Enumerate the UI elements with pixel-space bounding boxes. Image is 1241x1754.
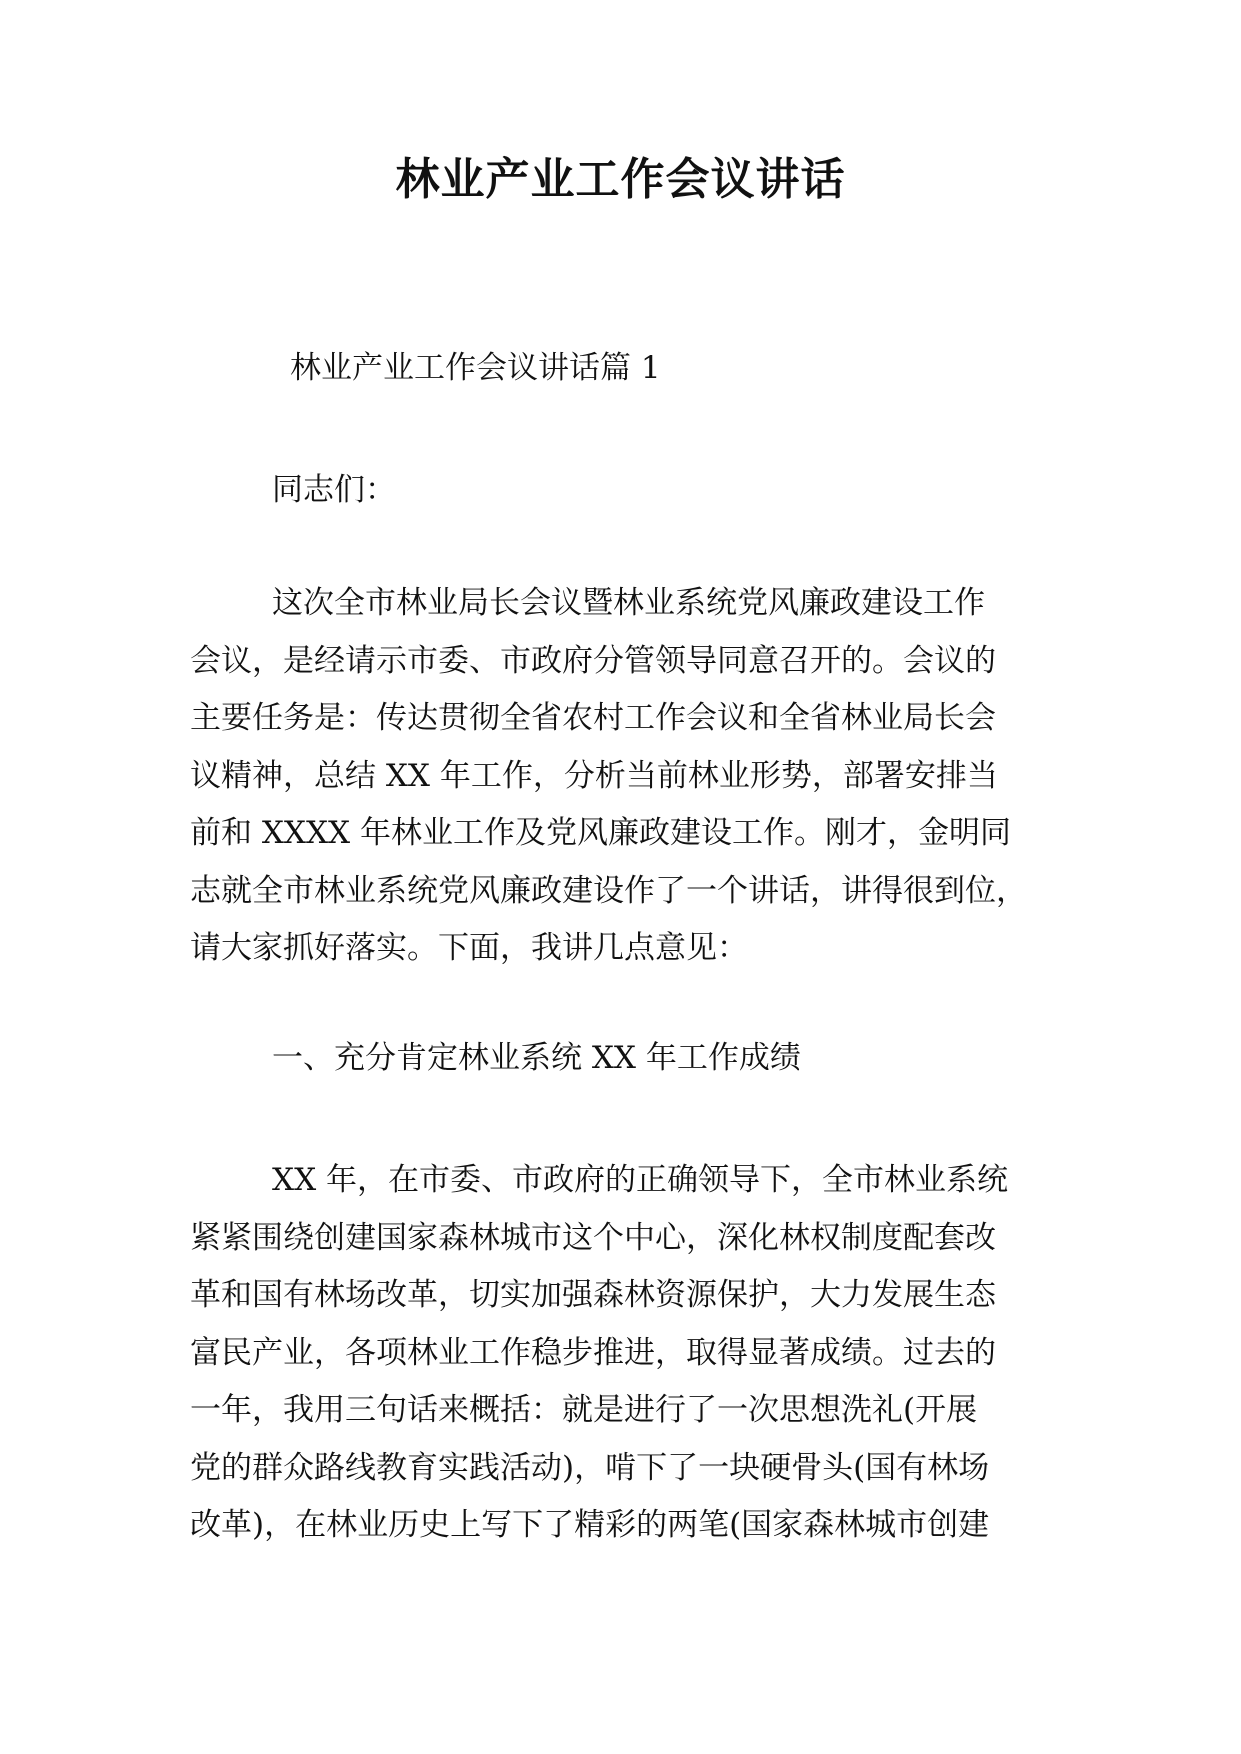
paragraph-line: 富民产业，各项林业工作稳步推进，取得显著成绩。过去的 [190,1334,996,1371]
paragraph-line: 一年，我用三句话来概括：就是进行了一次思想洗礼(开展 [190,1392,978,1428]
paragraph-line: 改革)，在林业历史上写下了精彩的两笔(国家森林城市创建 [190,1507,990,1543]
subtitle-text: 林业产业工作会议讲话篇 1 [290,350,661,386]
greeting-text: 同志们： [272,472,396,508]
paragraph-line: 志就全市林业系统党风廉政建设作了一个讲话，讲得很到位， [190,872,1027,909]
document-title: 林业产业工作会议讲话 [395,154,846,205]
section-heading-1 [272,1030,1132,1088]
paragraph-line: XX 年，在市委、市政府的正确领导下，全市林业系统 [272,1162,1008,1198]
paragraph-line: 这次全市林业局长会议暨林业系统党风廉政建设工作 [272,585,985,621]
paragraph-line: 会议，是经请示市委、市政府分管领导同意召开的。会议的 [190,642,996,679]
section-heading-text: 一、充分肯定林业系统 XX 年工作成绩 [272,1040,801,1076]
paragraph-line: 革和国有林场改革，切实加强森林资源保护，大力发展生态 [190,1277,996,1313]
paragraph-line: 前和 XXXX 年林业工作及党风廉政建设工作。刚才，金明同 [190,815,1011,851]
paragraph-line: 主要任务是：传达贯彻全省农村工作会议和全省林业局长会 [190,700,996,736]
paragraph-line: 党的群众路线教育实践活动)，啃下了一块硬骨头(国有林场 [190,1449,990,1486]
paragraph-line: 议精神，总结 XX 年工作，分析当前林业形势，部署安排当 [190,757,998,794]
paragraph-line: 紧紧围绕创建国家森林城市这个中心，深化林权制度配套改 [190,1219,996,1256]
paragraph-1 [190,575,1050,978]
document-subtitle [290,340,1150,398]
paragraph-2 [190,1152,1050,1555]
paragraph-line: 请大家抓好落实。下面，我讲几点意见： [190,930,748,966]
greeting [272,462,1132,520]
